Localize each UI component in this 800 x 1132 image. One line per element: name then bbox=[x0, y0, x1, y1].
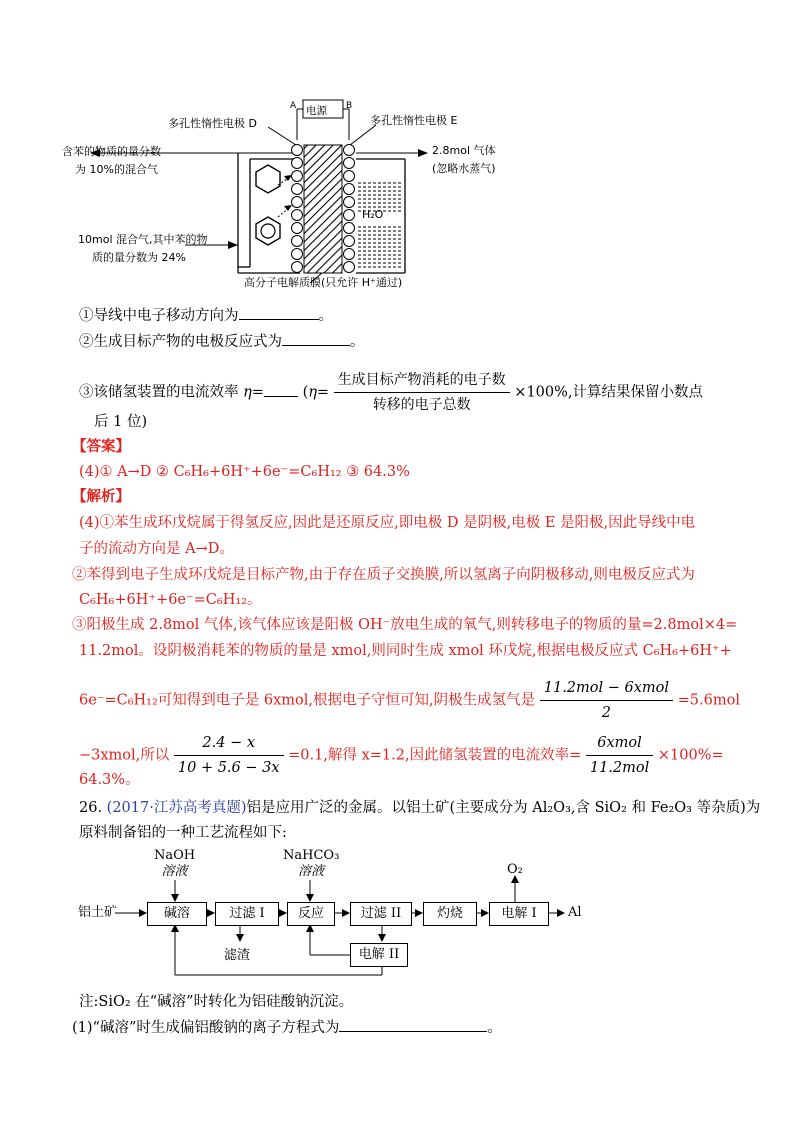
label-a: A bbox=[290, 101, 297, 111]
source-tag: (2017·江苏高考真题) bbox=[106, 800, 247, 816]
outlet-mix-label-2: 为 10%的混合气 bbox=[75, 163, 158, 176]
analysis-p3d: −3xmol,所以 $\frac{2.4 - x}{10 + 5.6 - 3x}$ =0.1,解得 x=1.2,因此储氢装置的电流效率= $\frac{\text{6xmol}}{\text{11.2mol}}$ ×100%= bbox=[79, 735, 724, 776]
input-bauxite: 铝土矿 bbox=[78, 905, 118, 920]
polymer-membrane bbox=[304, 145, 342, 273]
question-26-intro-2: 原料制备铝的一种工艺流程如下: bbox=[79, 825, 287, 841]
answer-blank-2[interactable] bbox=[282, 331, 350, 346]
answer-heading: 【答案】 bbox=[72, 438, 130, 455]
step-alkali-dissolution: 碱溶 bbox=[147, 902, 207, 926]
step-electrolysis-1: 电解 I bbox=[489, 902, 549, 926]
step-filter-2: 过滤 II bbox=[350, 902, 412, 926]
water-label: H₂O bbox=[362, 208, 384, 221]
answer-blank-1[interactable] bbox=[239, 305, 319, 320]
efficiency-fraction: $\frac{\text{生成目标产物消耗的电子数}}{\text{转移的电子总数}}$ bbox=[334, 370, 510, 415]
step-electrolysis-2: 电解 II bbox=[350, 943, 408, 967]
reagent-nahco3: NaHCO₃ 溶液 bbox=[283, 848, 340, 879]
analysis-p3c: 6e⁻=C₆H₁₂可知得到电子是 6xmol,根据电子守恒可知,阴极生成氢气是 $\frac{\text{11.2mol − 6xmol}}{2}$ =5.6mol bbox=[79, 680, 740, 721]
analysis-p3a: ③阳极生成 2.8mol 气体,该气体应该是阳极 OH⁻放电生成的氧气,则转移电子的物质的量=2.8mol×4= bbox=[72, 617, 738, 633]
electrode-e-label: 多孔性惰性电极 E bbox=[370, 114, 458, 127]
power-label: 电源 bbox=[306, 105, 327, 117]
label-b: B bbox=[346, 101, 353, 111]
gas-out-label-1: 2.8mol 气体 bbox=[432, 144, 496, 157]
outlet-mix-label-1: 含苯的物质的量分数 bbox=[62, 145, 161, 158]
answer-text: (4)① A→D ② C₆H₆+6H⁺+6e⁻=C₆H₁₂ ③ 64.3% bbox=[79, 464, 410, 480]
inlet-label-2: 质的量分数为 24% bbox=[92, 251, 186, 264]
benzene-icon bbox=[256, 217, 280, 245]
step-reaction: 反应 bbox=[287, 902, 335, 926]
gas-out-label-2: (忽略水蒸气) bbox=[432, 162, 496, 175]
question-26-intro: 26. (2017·江苏高考真题)铝是应用广泛的金属。以铝土矿(主要成分为 Al₂O₃,含 SiO₂ 和 Fe₂O₃ 等杂质)为 bbox=[79, 800, 761, 816]
step-calcination: 灼烧 bbox=[423, 902, 477, 926]
residue-label: 滤渣 bbox=[224, 948, 251, 963]
analysis-p1b: 子的流动方向是 A→D。 bbox=[79, 541, 234, 557]
oxygen-label: O₂ bbox=[507, 862, 523, 877]
electrode-d-label: 多孔性惰性电极 D bbox=[168, 117, 257, 130]
answer-blank-3[interactable] bbox=[264, 382, 298, 397]
efficiency-result-fraction: $\frac{\text{6xmol}}{\text{11.2mol}}$ bbox=[586, 733, 653, 778]
aluminum-label: Al bbox=[568, 905, 582, 920]
question-2: ②生成目标产物的电极反应式为 。 bbox=[79, 331, 365, 352]
analysis-p1a: (4)①苯生成环戊烷属于得氢反应,因此是还原反应,即电极 D 是阴极,电极 E 是阳极,因此导线中电 bbox=[79, 515, 696, 531]
note: 注:SiO₂ 在“碱溶”时转化为铝硅酸钠沉淀。 bbox=[79, 994, 354, 1010]
electrode-e bbox=[344, 145, 355, 273]
hydrogen-fraction: $\frac{\text{11.2mol − 6xmol}}{2}$ bbox=[540, 678, 673, 723]
answer-blank-26-1[interactable] bbox=[339, 1017, 487, 1032]
step-filter-1: 过滤 I bbox=[215, 902, 279, 926]
inlet-label-1: 10mol 混合气,其中苯的物 bbox=[78, 233, 208, 246]
analysis-p3e: 64.3%。 bbox=[79, 772, 140, 788]
sub-question-1: (1)“碱溶”时生成偏铝酸钠的离子方程式为 。 bbox=[72, 1017, 502, 1038]
cyclohexane-icon bbox=[256, 165, 280, 193]
analysis-p2a: ②苯得到电子生成环戊烷是目标产物,由于存在质子交换膜,所以氢离子向阴极移动,则电极反应式为 bbox=[72, 567, 695, 583]
ratio-fraction: $\frac{2.4 - x}{10 + 5.6 - 3x}$ bbox=[174, 733, 284, 778]
analysis-heading: 【解析】 bbox=[72, 488, 130, 505]
electrode-d bbox=[292, 145, 303, 273]
analysis-p3b: 11.2mol。设阴极消耗苯的物质的量是 xmol,则同时生成 xmol 环戊烷,根据电极反应式 C₆H₆+6H⁺+ bbox=[79, 643, 732, 659]
question-1: ①导线中电子移动方向为 。 bbox=[79, 305, 333, 326]
reagent-naoh: NaOH 溶液 bbox=[154, 848, 196, 879]
membrane-label: 高分子电解质膜(只允许 H⁺通过) bbox=[244, 276, 403, 289]
question-3-cont: 后 1 位) bbox=[94, 414, 148, 430]
question-3: ③该储氢装置的电流效率 η= (η= $\frac{\text{生成目标产物消耗的电子数}}{\text{转移的电子总数}}$ ×100%,计算结果保留小数点 bbox=[79, 372, 704, 413]
analysis-p2b: C₆H₆+6H⁺+6e⁻=C₆H₁₂。 bbox=[79, 592, 262, 608]
